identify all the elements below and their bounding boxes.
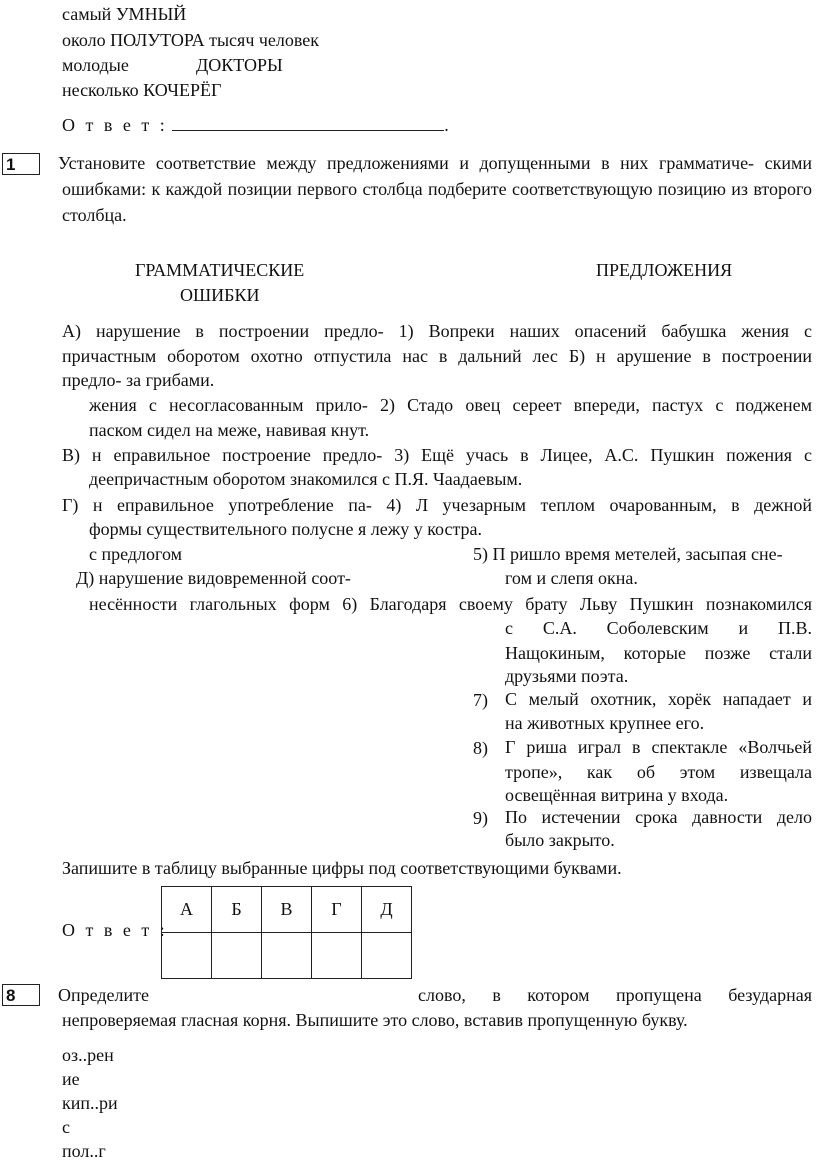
match-line: Нащокиным, которые позже стали <box>505 643 812 663</box>
task8-text-line2: непроверяемая гласная корня. Выпишите это слово, вставив пропущенную букву. <box>62 1010 688 1030</box>
option-line: несколько КОЧЕРЁГ <box>62 80 222 100</box>
column-header-left: ГРАММАТИЧЕСКИЕ <box>135 260 305 280</box>
answer-cell-a[interactable] <box>162 933 212 979</box>
match-line: с С.А. Соболевским и П.В. <box>505 618 812 638</box>
match-line: Д) нарушение видовременной соот- <box>76 568 351 588</box>
match-line: С мелый охотник, хорёк нападает и <box>505 689 812 709</box>
match-line: гом и слепя окна. <box>505 568 638 588</box>
match-line: А) нарушение в построении предло- 1) Вопреки наших опасений бабушка жения с <box>62 321 812 341</box>
answer-cell-b[interactable] <box>212 933 262 979</box>
answer-label: О т в е т : <box>62 115 168 135</box>
match-line: на животных крупнее его. <box>505 713 705 733</box>
task8-text-end: слово, в котором пропущена безударная <box>418 985 812 1005</box>
option-line: ДОКТОРЫ <box>196 55 283 75</box>
match-line: несённости глагольных форм 6) Благодаря своему брату Льву Пушкин познакомился <box>89 594 812 614</box>
task-number-box: 1 <box>2 153 40 175</box>
answer-header-d: Д <box>362 887 412 933</box>
match-line: 5) П ришло время метелей, засыпая сне- <box>473 544 783 564</box>
option-line: самый УМНЫЙ <box>62 4 187 24</box>
answer-label: О т в е т : <box>62 920 168 940</box>
item-number: 9) <box>473 808 488 828</box>
item-number: 7) <box>473 690 488 710</box>
match-line: деепричастным оборотом знакомился с П.Я. Чаадаевым. <box>89 469 523 489</box>
match-line: В) н еправильное построение предло- 3) Ещё учась в Лицее, А.С. Пушкин пожения с <box>62 445 812 465</box>
column-header-right: ПРЕДЛОЖЕНИЯ <box>596 260 733 280</box>
answer-cell-d[interactable] <box>362 933 412 979</box>
answer-end: . <box>444 115 449 135</box>
match-line: Г) н еправильное употребление па- 4) Л учезарным теплом очарованным, в дежной <box>62 495 812 515</box>
match-line: друзьями поэта. <box>505 666 629 686</box>
word-option: с <box>62 1117 70 1137</box>
answer-row <box>62 112 449 137</box>
answer-header-g: Г <box>312 887 362 933</box>
write-instruction: Запишите в таблицу выбранные цифры под соответствующими буквами. <box>62 858 622 878</box>
task1-text: Установите соответствие между предложениями и допущенными в них грамматиче- скими ошибками: к каждой позиции первого столбца подберите соответствующую позицию из второго столбца. <box>58 153 812 225</box>
answer-header-v: В <box>262 887 312 933</box>
match-line: По истечении срока давности дело <box>505 807 812 827</box>
answer-header-a: А <box>162 887 212 933</box>
match-line: причастным оборотом охотно отпустила нас в дальний лес Б) н арушение в построении <box>62 346 812 366</box>
task8-text-start: Определите <box>58 985 150 1005</box>
answer-cell-v[interactable] <box>262 933 312 979</box>
option-line: около ПОЛУТОРА тысяч человек <box>62 30 320 50</box>
match-line: Г риша играл в спектакле «Волчьей <box>505 737 812 757</box>
word-option: ие <box>62 1069 80 1089</box>
option-line: молодые <box>62 55 129 75</box>
item-number: 8) <box>473 738 488 758</box>
match-line: тропе», как об этом извещала <box>505 762 812 782</box>
match-line: предло- за грибами. <box>62 370 215 390</box>
match-line: освещённая витрина у входа. <box>505 785 729 805</box>
answer-table <box>161 886 412 979</box>
answer-header-b: Б <box>212 887 262 933</box>
match-line: жения с несогласованным прило- 2) Стадо овец сереет впереди, пастух с подженем <box>89 395 812 415</box>
match-line: паском сидел на меже, навивая кнут. <box>89 420 370 440</box>
match-line: было закрыто. <box>505 830 615 850</box>
word-option: оз..рен <box>62 1045 114 1065</box>
task-number-box: 8 <box>2 984 40 1006</box>
match-line: формы существительного полусне я лежу у костра. <box>89 519 483 539</box>
word-option: кип..ри <box>62 1093 118 1113</box>
match-line: с предлогом <box>89 544 182 564</box>
word-option: пол..г <box>62 1141 106 1161</box>
column-header-left-2: ОШИБКИ <box>180 285 260 305</box>
answer-cell-g[interactable] <box>312 933 362 979</box>
answer-input-line[interactable] <box>172 112 444 131</box>
